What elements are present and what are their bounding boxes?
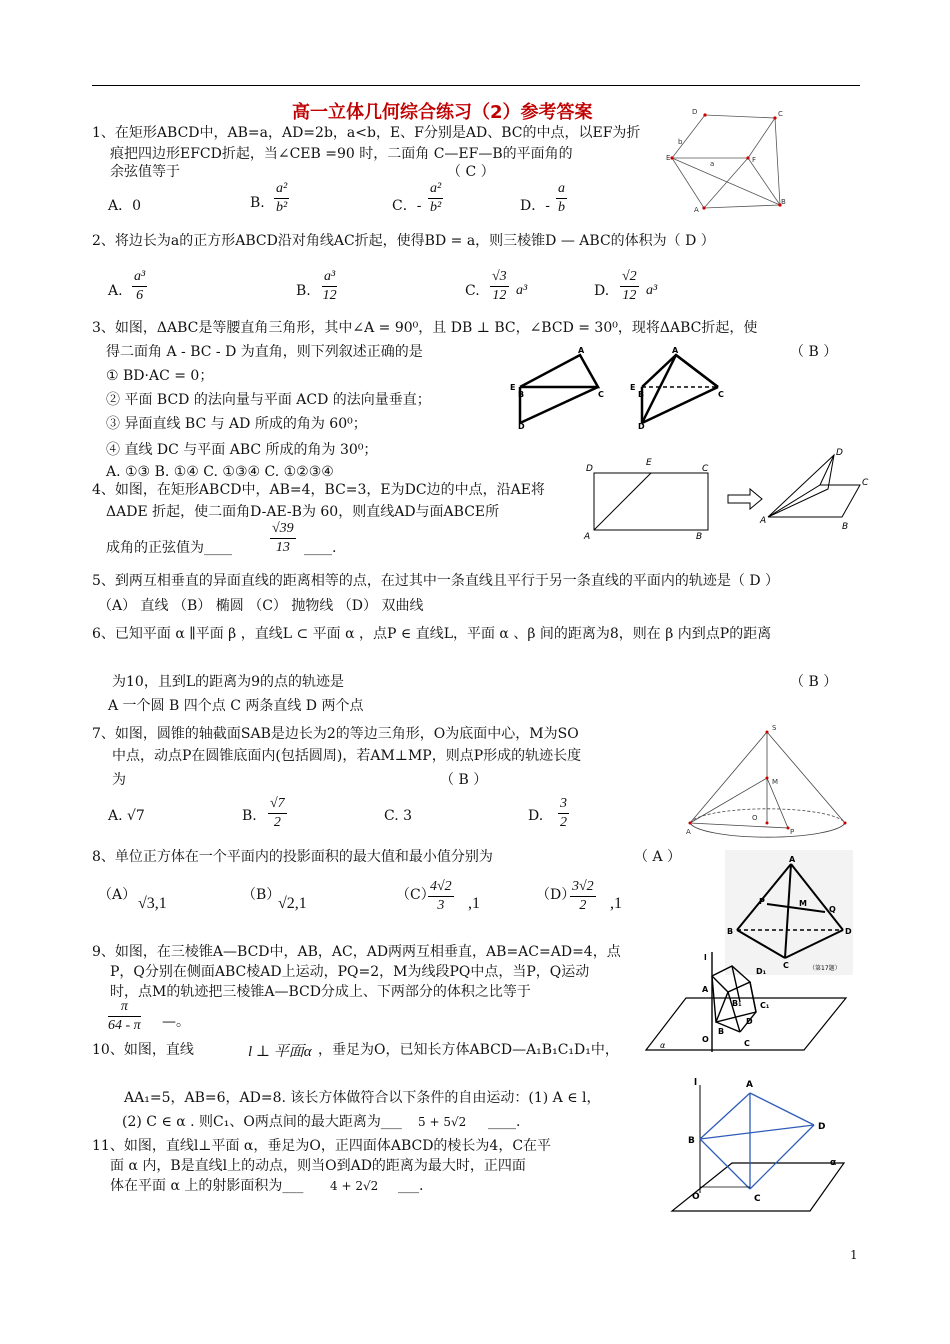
- q3-fig-label: E: [630, 383, 636, 392]
- q3-fig-label: A: [578, 346, 585, 355]
- q10-line1-pre: 10、如图，直线: [92, 1042, 194, 1058]
- q7-line1: 7、如图，圆锥的轴截面SAB是边长为2的等边三角形，O为底面中心，M为SO: [92, 726, 579, 742]
- q8-fig-label: P: [759, 897, 765, 906]
- q4-fig-label: C: [702, 464, 709, 474]
- q10-fig-label: O: [702, 1035, 709, 1044]
- q4-fig-label: E: [646, 458, 652, 468]
- q11-fig-label: α: [830, 1158, 837, 1168]
- q1-fig-label: C: [778, 110, 783, 118]
- q10-fig-label: D: [746, 1017, 753, 1026]
- q10-fig-label: A: [702, 985, 709, 994]
- q10-line3-post: ____.: [488, 1114, 521, 1130]
- q3-answer: （ B ）: [790, 344, 838, 360]
- q1-opt-c-frac: $\frac{\text{a²}}{\text{b²}}$: [430, 181, 442, 215]
- q6-line2: 为10，且到L的距离为9的点的轨迹是: [112, 674, 345, 690]
- q8-opt-a: （A）: [98, 887, 137, 903]
- q7-opt-b: B.: [242, 808, 257, 824]
- q10-figure: [636, 950, 856, 1058]
- q1-opt-d: D．-: [520, 198, 550, 214]
- q7-opt-b-frac: $\frac{√7}{2}$: [270, 796, 285, 830]
- q7-fig-label: M: [772, 778, 779, 786]
- q8-opt-b: （B）: [242, 887, 281, 903]
- q1-figure: [660, 100, 800, 215]
- q4-fig-label: D: [836, 448, 843, 458]
- q4-line3-post: ____.: [304, 540, 337, 556]
- q7-line3: 为: [112, 772, 126, 788]
- q1-fig-label: a: [710, 160, 715, 168]
- q1-opt-b: B.: [250, 195, 265, 211]
- q9-answer-frac: $\frac{\pi}{64 - \pi}$: [108, 999, 141, 1033]
- q7-line2: 中点，动点P在圆锥底面内(包括圆周)，若AM⊥MP，则点P形成的轨迹长度: [112, 748, 582, 764]
- q1-answer: （ C ）: [447, 164, 495, 180]
- q11-fig-label: B: [688, 1136, 695, 1146]
- page-title: 高一立体几何综合练习（2）参考答案: [292, 102, 593, 123]
- q3-fig-label: A: [672, 346, 679, 355]
- q8-opt-d-tail: ,1: [610, 895, 622, 912]
- q8-fig-label: Q: [829, 905, 836, 914]
- q8-opt-c-frac: $\frac{4√2}{3}$: [430, 879, 452, 913]
- q11-fig-label: l: [694, 1078, 698, 1088]
- q11-line3-pre: 体在平面 α 上的射影面积为___: [110, 1178, 304, 1194]
- q11-fig-label: A: [746, 1080, 753, 1090]
- q6-answer: （ B ）: [790, 674, 838, 690]
- q10-line1-math: l ⊥ 平面α: [248, 1044, 312, 1060]
- q2-opt-b: B.: [296, 283, 311, 299]
- q4-line1: 4、如图，在矩形ABCD中，AB=4，BC=3，E为DC边的中点，沿AE将: [92, 482, 545, 498]
- q4-fig-label: C: [862, 478, 869, 488]
- q10-line2: AA₁=5，AB=6，AD=8. 该长方体做符合以下条件的自由运动：(1) A ∈ l，: [124, 1090, 601, 1106]
- q10-fig-label: D₁: [756, 967, 767, 976]
- q3-statement-2: ② 平面 BCD 的法向量与平面 ACD 的法向量垂直；: [106, 392, 431, 408]
- q1-fig-label: E: [666, 154, 671, 162]
- q6-line1: 6、已知平面 α ∥平面 β ，直线L ⊂ 平面 α ，点P ∈ 直线L，平面 α 、β 间的距离为8，则在 β 内到点P的距离: [92, 626, 772, 642]
- q8-opt-a-value: √3,1: [138, 895, 167, 912]
- q10-fig-label: l: [704, 953, 707, 962]
- q7-opt-d-frac: $\frac{3}{2}$: [560, 796, 567, 830]
- q11-fig-label: C: [754, 1194, 761, 1204]
- q2-opt-a-frac: $\frac{\text{a³}}{6}$: [134, 269, 146, 303]
- q9-answer-tail: —。: [162, 1014, 190, 1030]
- q9-line3: 时，点M的轨迹把三棱锥A—BCD分成上、下两部分的体积之比等于: [110, 984, 531, 1000]
- q1-fig-label: D: [692, 108, 698, 116]
- q4-fig-label: D: [586, 464, 593, 474]
- q8-fig-caption: （第17题）: [809, 965, 841, 972]
- q8-fig-label: M: [799, 899, 807, 908]
- q11-line3-post: ___.: [398, 1178, 424, 1194]
- q1-fig-label: F: [752, 156, 757, 164]
- q7-answer: （ B ）: [440, 772, 488, 788]
- q5-options: （A） 直线 （B） 椭圆 （C） 抛物线 （D） 双曲线: [98, 598, 424, 614]
- q7-fig-label: P: [790, 828, 795, 836]
- q4-line2: ΔADE 折起，使二面角D-AE-B为 60，则直线AD与面ABCE所: [106, 504, 500, 520]
- q1-line3: 余弦值等于: [110, 164, 180, 180]
- q10-line1-post: ，垂足为O，已知长方体ABCD—A₁B₁C₁D₁中，: [318, 1042, 619, 1058]
- q11-line2: 面 α 内，B是直线l上的动点，则当O到AD的距离为最大时，正四面: [110, 1158, 526, 1174]
- q2-line1: 2、将边长为a的正方形ABCD沿对角线AC折起，使得BD = a，则三棱锥D — ABC的体积为（ D ）: [92, 233, 715, 249]
- q4-fig-label: B: [696, 532, 703, 542]
- q8-fig-label: A: [789, 855, 796, 864]
- q7-figure: [680, 718, 855, 840]
- q3-fig-label: B: [518, 390, 525, 399]
- q8-fig-label: C: [783, 961, 789, 970]
- q3-options: A. ①③ B. ①④ C. ①③④ C. ①②③④: [106, 464, 334, 480]
- q2-opt-a: A.: [108, 283, 123, 299]
- q8-opt-d-frac: $\frac{3√2}{2}$: [572, 879, 594, 913]
- q11-fig-label: O: [692, 1192, 700, 1202]
- q10-line3-answer: 5 + 5√2: [418, 1115, 467, 1129]
- q4-fig-label: A: [760, 516, 767, 526]
- q4-fig-label: A: [584, 532, 591, 542]
- q8-fig-label: B: [727, 927, 734, 936]
- q3-fig-label: E: [510, 383, 516, 392]
- q2-opt-c-tail: a³: [516, 283, 528, 298]
- q7-opt-a: A. √7: [108, 808, 145, 824]
- q2-opt-c: C.: [465, 283, 480, 299]
- q11-line3-answer: 4 + 2√2: [330, 1179, 379, 1193]
- q10-fig-label: C₁: [760, 1001, 770, 1010]
- q1-fig-label: b: [678, 138, 683, 146]
- q3-figure-right: [628, 345, 733, 430]
- q7-fig-label: O: [752, 814, 758, 822]
- q3-statement-1: ① BD·AC = 0；: [106, 368, 214, 384]
- q1-opt-a: A．0: [108, 198, 142, 214]
- q1-fig-label: B: [781, 198, 786, 206]
- q6-options: A 一个圆 B 四个点 C 两条直线 D 两个点: [108, 698, 364, 714]
- q1-line1: 1、在矩形ABCD中，AB=a，AD=2b，a<b，E、F分别是AD、BC的中点，以EF为折: [92, 125, 641, 141]
- q11-fig-label: D: [818, 1122, 826, 1132]
- q2-opt-d-frac: $\frac{√2}{12}$: [622, 269, 637, 303]
- q9-line1: 9、如图，在三棱锥A—BCD中，AB，AC，AD两两互相垂直，AB=AC=AD=4，点: [92, 944, 621, 960]
- q3-fig-label: C: [598, 390, 604, 399]
- q5-line1: 5、到两互相垂直的异面直线的距离相等的点，在过其中一条直线且平行于另一条直线的平面内的轨迹是（ D ）: [92, 573, 780, 589]
- q3-line1: 3、如图，ΔABC是等腰直角三角形，其中∠A = 90⁰，且 DB ⊥ BC，∠BCD = 30⁰，现将ΔABC折起，使: [92, 320, 758, 336]
- q3-line2: 得二面角 A - BC - D 为直角，则下列叙述正确的是: [106, 344, 423, 360]
- q10-fig-label: B₁: [732, 999, 742, 1008]
- q3-fig-label: D: [518, 422, 525, 431]
- q3-statement-4: ④ 直线 DC 与平面 ABC 所成的角为 30⁰；: [106, 442, 378, 458]
- q8-fig-label: D: [845, 927, 852, 936]
- q3-fig-label: C: [718, 390, 724, 399]
- q4-fig-label: B: [842, 522, 849, 532]
- q10-line3-pre: (2) C ∈ α . 则C₁、O两点间的最大距离为___: [122, 1114, 402, 1130]
- q1-fig-label: A: [694, 206, 699, 214]
- q1-opt-b-frac: $\frac{\text{a²}}{\text{b²}}$: [276, 181, 288, 215]
- q4-figure: [580, 448, 870, 545]
- q8-answer: （ A ）: [634, 849, 682, 865]
- q8-line1: 8、单位正方体在一个平面内的投影面积的最大值和最小值分别为: [92, 849, 493, 865]
- q1-line2: 痕把四边形EFCD折起，当∠CEB =90 时，二面角 C—EF—B的平面角的: [110, 146, 573, 162]
- q7-fig-label: A: [686, 828, 691, 836]
- q2-opt-c-frac: $\frac{√3}{12}$: [492, 269, 507, 303]
- q11-figure: [668, 1075, 848, 1215]
- q3-fig-label: D: [638, 422, 645, 431]
- q2-opt-d: D.: [594, 283, 610, 299]
- header-rule: [92, 85, 860, 86]
- q2-opt-b-frac: $\frac{\text{a³}}{12}$: [322, 269, 337, 303]
- q8-opt-c: （C）: [396, 887, 435, 903]
- q7-fig-label: S: [772, 724, 777, 732]
- q7-opt-c: C. 3: [384, 808, 413, 824]
- q10-fig-label: B: [718, 1027, 725, 1036]
- q7-opt-d: D.: [528, 808, 544, 824]
- q3-fig-label: B: [638, 390, 645, 399]
- page-number: 1: [850, 1248, 858, 1262]
- q4-line3-pre: 成角的正弦值为____: [106, 540, 232, 556]
- q1-opt-d-frac: $\frac{a}{b}$: [558, 181, 565, 215]
- q3-statement-3: ③ 异面直线 BC 与 AD 所成的角为 60⁰；: [106, 416, 367, 432]
- q8-opt-b-value: √2,1: [278, 895, 307, 912]
- q8-opt-d: （D）: [536, 887, 576, 903]
- q2-opt-d-tail: a³: [646, 283, 658, 298]
- q11-line1: 11、如图，直线l⊥平面 α，垂足为O，正四面体ABCD的棱长为4，C在平: [92, 1138, 552, 1154]
- q3-figure-left: [508, 345, 608, 430]
- q4-answer-frac: $\frac{√39}{13}$: [272, 521, 294, 555]
- q10-fig-label: α: [660, 1041, 666, 1050]
- q1-opt-c: C．-: [392, 198, 422, 214]
- q8-opt-c-tail: ,1: [468, 895, 480, 912]
- q10-fig-label: C: [744, 1039, 750, 1048]
- q9-line2: P，Q分别在侧面ABC棱AD上运动，PQ=2，M为线段PQ中点，当P，Q运动: [110, 964, 590, 980]
